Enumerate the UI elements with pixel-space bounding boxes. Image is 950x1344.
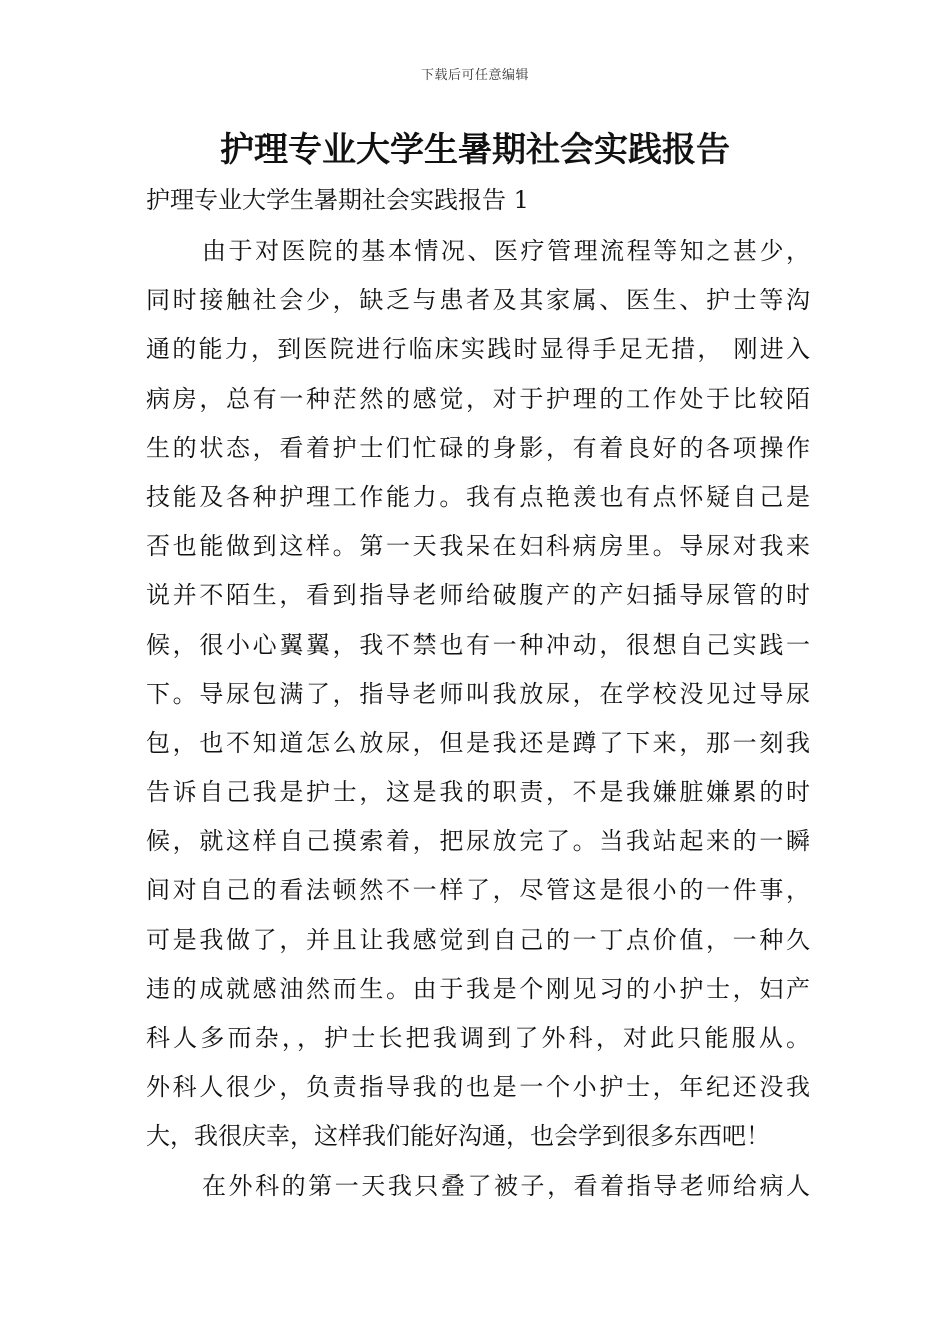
paragraph-line: 间对自己的看法顿然不一样了，尽管这是很小的一件事， [146, 876, 810, 905]
paragraph-line: 由于对医院的基本情况、医疗管理流程等知之甚少， [202, 237, 810, 265]
paragraph-line: 通的能力，到医院进行临床实践时显得手足无措， 刚进入 [146, 335, 810, 364]
body-text [146, 227, 810, 1211]
paragraph-line: 说并不陌生，看到指导老师给破腹产的产妇插导尿管的时 [146, 581, 810, 610]
document-subtitle: 护理专业大学生暑期社会实践报告 1 [146, 186, 529, 214]
paragraph-line: 病房，总有一种茫然的感觉，对于护理的工作处于比较陌 [146, 384, 810, 413]
paragraph-line: 科人多而杂，，护士长把我调到了外科，对此只能服从。 [146, 1024, 810, 1052]
paragraph-line: 在外科的第一天我只叠了被子，看着指导老师给病人 [202, 1171, 810, 1200]
document-title: 护理专业大学生暑期社会实践报告 [220, 130, 730, 170]
paragraph-line: 外科人很少，负责指导我的也是一个小护士，年纪还没我 [146, 1073, 810, 1102]
paragraph-line: 否也能做到这样。第一天我呆在妇科病房里。导尿对我来 [146, 532, 810, 561]
paragraph-line: 候，很小心翼翼，我不禁也有一种冲动，很想自己实践一 [146, 630, 810, 659]
paragraph-line: 生的状态，看着护士们忙碌的身影，有着良好的各项操作 [146, 433, 810, 462]
paragraph-line: 技能及各种护理工作能力。我有点艳羡也有点怀疑自己是 [146, 482, 810, 511]
paragraph-line: 可是我做了，并且让我感觉到自己的一丁点价值，一种久 [146, 925, 810, 954]
paragraph-line: 告诉自己我是护士，这是我的职责，不是我嫌脏嫌累的时 [146, 778, 810, 807]
paragraph-line: 同时接触社会少，缺乏与患者及其家属、医生、护士等沟 [146, 286, 810, 315]
paragraph-line: 违的成就感油然而生。由于我是个刚见习的小护士，妇产 [146, 974, 810, 1003]
header-note: 下载后可任意编辑 [420, 68, 529, 83]
paragraph-line: 下。导尿包满了，指导老师叫我放尿，在学校没见过导尿 [146, 679, 810, 708]
paragraph-line: 候，就这样自己摸索着，把尿放完了。当我站起来的一瞬 [146, 827, 810, 856]
paragraph-line: 大，我很庆幸，这样我们能好沟通，也会学到很多东西吧！ [146, 1122, 770, 1151]
paragraph-line: 包，也不知道怎么放尿，但是我还是蹲了下来，那一刻我 [146, 728, 810, 757]
